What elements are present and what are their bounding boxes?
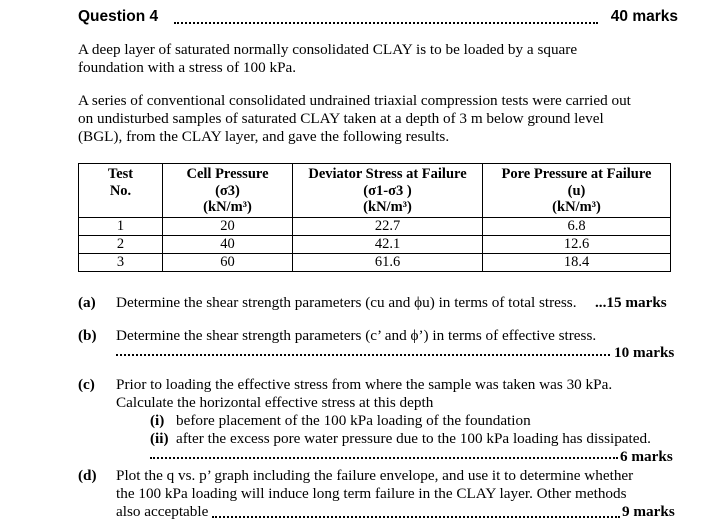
question-header: [78, 8, 678, 28]
part-d-marks: 9 marks: [622, 503, 675, 520]
table-header-row: [79, 164, 671, 218]
table-row: [79, 253, 671, 271]
cell-cell-pressure: 40: [163, 235, 293, 253]
intro-line-3: A series of conventional consolidated undrained triaxial compression tests were carried out: [78, 92, 631, 109]
cell-pore-pressure: 12.6: [483, 235, 671, 253]
cell-test-no: 1: [79, 217, 163, 235]
part-c-line-2: Calculate the horizontal effective stress at this depth: [116, 394, 434, 411]
part-b-leader-dots: [116, 344, 610, 356]
intro-line-5: (BGL), from the CLAY layer, and gave the following results.: [78, 128, 450, 145]
part-a-label: (a): [78, 294, 96, 311]
question-title: Question 4: [78, 8, 159, 25]
part-c-sub-ii-label: (ii): [150, 430, 169, 447]
part-c-marks: 6 marks: [620, 448, 673, 465]
cell-deviator-stress: 61.6: [293, 253, 483, 271]
table-row: [79, 235, 671, 253]
part-d-line-1: Plot the q vs. p’ graph including the failure envelope, and use it to determine whether: [116, 467, 634, 484]
cell-cell-pressure: 20: [163, 217, 293, 235]
part-d-line-2: the 100 kPa loading will induce long term failure in the CLAY layer. Other methods: [116, 485, 627, 502]
intro-line-2: foundation with a stress of 100 kPa.: [78, 59, 297, 76]
leader-dots: [174, 12, 598, 24]
table-row: [79, 217, 671, 235]
cell-cell-pressure: 60: [163, 253, 293, 271]
part-c-sub-i-label: (i): [150, 412, 165, 429]
cell-test-no: 3: [79, 253, 163, 271]
part-b-text: Determine the shear strength parameters (c’ and ϕ’) in terms of effective stress.: [116, 327, 597, 344]
cell-test-no: 2: [79, 235, 163, 253]
part-a-marks: ...15 marks: [595, 294, 667, 311]
cell-deviator-stress: 22.7: [293, 217, 483, 235]
part-d-label: (d): [78, 467, 97, 484]
part-c-label: (c): [78, 376, 95, 393]
cell-pore-pressure: 18.4: [483, 253, 671, 271]
header-pore-pressure: Pore Pressure at Failure (u) (kN/m³): [483, 164, 671, 218]
part-b-label: (b): [78, 327, 97, 344]
header-deviator-stress: Deviator Stress at Failure (σ1-σ3 ) (kN/m³): [293, 164, 483, 218]
intro-line-4: on undisturbed samples of saturated CLAY taken at a depth of 3 m below ground level: [78, 110, 604, 127]
part-a-text: Determine the shear strength parameters (cu and ϕu) in terms of total stress.: [116, 294, 577, 311]
part-c-line-1: Prior to loading the effective stress from where the sample was taken was 30 kPa.: [116, 376, 613, 393]
part-c-sub-ii: after the excess pore water pressure due to the 100 kPa loading has dissipated.: [176, 430, 651, 447]
part-c-leader-dots: [150, 447, 618, 459]
header-cell-pressure: Cell Pressure (σ3) (kN/m³): [163, 164, 293, 218]
part-d-line-3: also acceptable: [116, 503, 209, 520]
cell-deviator-stress: 42.1: [293, 235, 483, 253]
cell-pore-pressure: 6.8: [483, 217, 671, 235]
results-table: [78, 163, 671, 272]
part-c-sub-i: before placement of the 100 kPa loading of the foundation: [176, 412, 531, 429]
intro-line-1: A deep layer of saturated normally consolidated CLAY is to be loaded by a square: [78, 41, 578, 58]
part-b-marks: 10 marks: [614, 344, 675, 361]
question-marks: 40 marks: [610, 8, 678, 25]
header-test: Test No.: [79, 164, 163, 218]
part-d-leader-dots: [212, 506, 620, 518]
